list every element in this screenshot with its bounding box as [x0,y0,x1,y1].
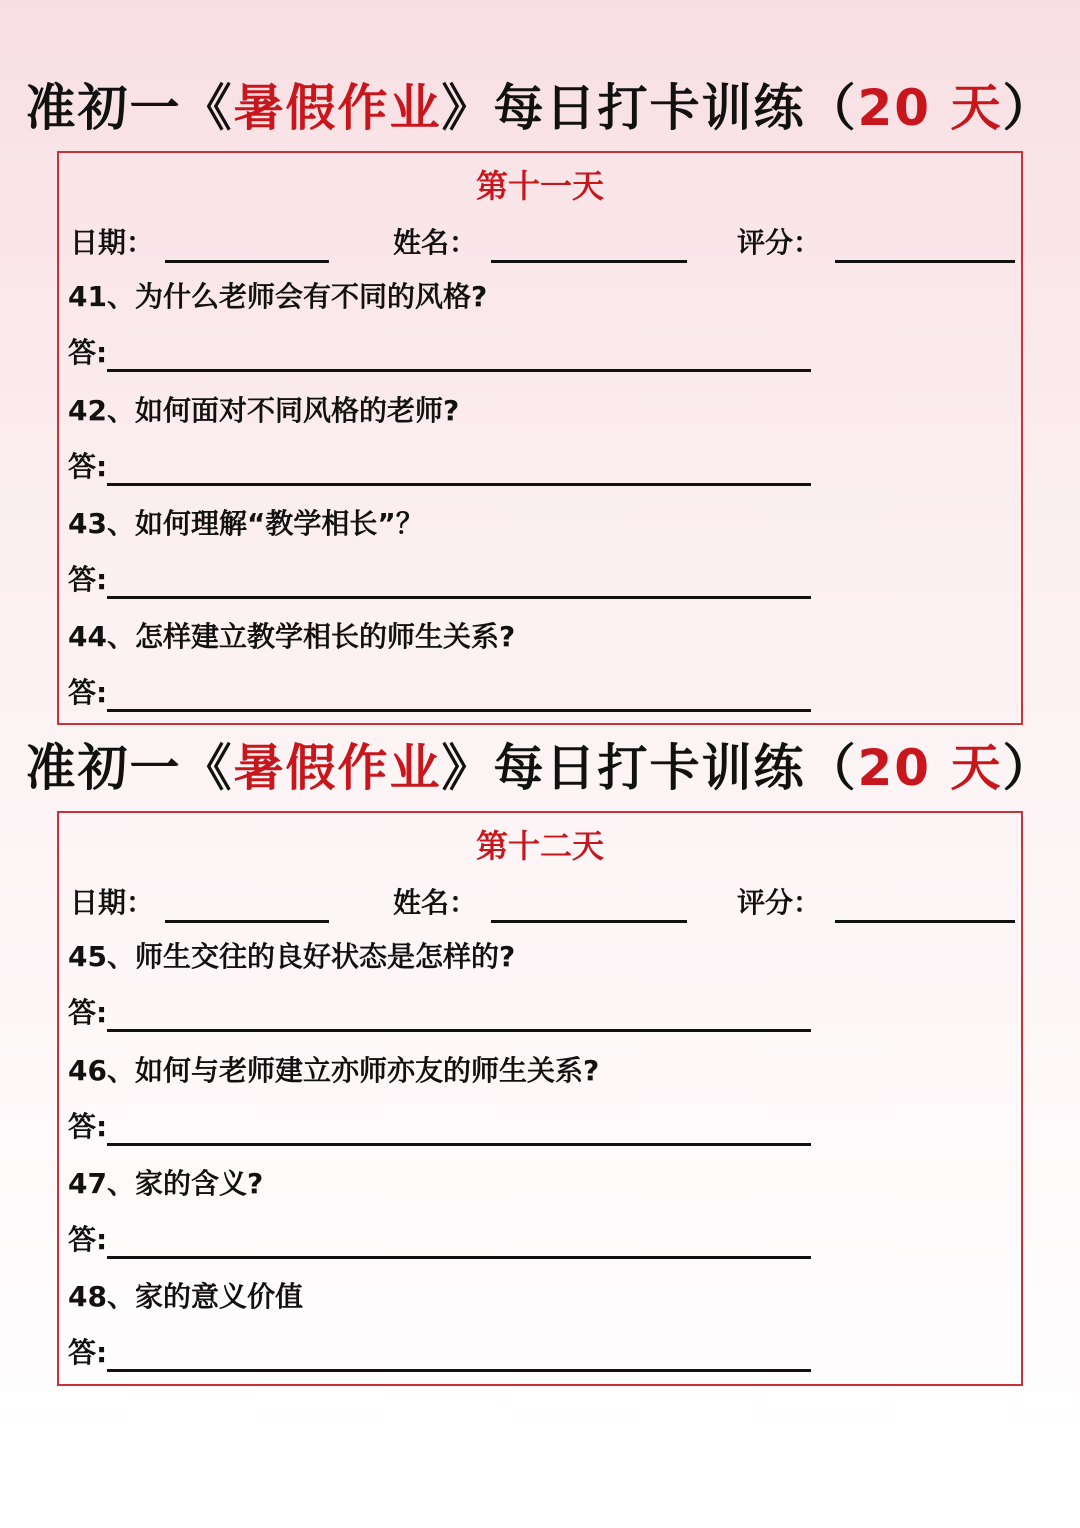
title-suffix: ） [1002,739,1055,797]
date-field[interactable] [165,920,329,923]
answer-field[interactable] [107,369,811,372]
question: 45、师生交往的良好状态是怎样的? [68,940,516,973]
answer-label: 答: [68,450,108,483]
title-middle: 》每日打卡训练（ [441,79,858,137]
title-highlight: 暑假作业 [233,79,442,137]
question: 46、如何与老师建立亦师亦友的师生关系? [68,1054,600,1087]
question: 41、为什么老师会有不同的风格? [68,280,488,313]
worksheet-title [0,728,1080,808]
answer-field[interactable] [107,483,811,486]
answer-field[interactable] [107,1256,811,1259]
day-label: 第十一天 [475,167,604,205]
score-field[interactable] [835,920,1015,923]
worksheet-title [0,68,1080,148]
answer-label: 答: [68,1223,108,1256]
title-prefix: 准初一《 [25,739,234,797]
name-label: 姓名： [393,226,478,259]
answer-field[interactable] [107,709,811,712]
day-label: 第十二天 [475,827,604,865]
date-field[interactable] [165,260,329,263]
answer-field[interactable] [107,1143,811,1146]
day-card [57,811,1023,1386]
question: 47、家的含义? [68,1167,264,1200]
title-middle: 》每日打卡训练（ [441,739,858,797]
info-row [59,221,1021,265]
title-highlight: 暑假作业 [233,739,442,797]
answer-field[interactable] [107,1369,811,1372]
name-label: 姓名： [393,886,478,919]
question: 42、如何面对不同风格的老师? [68,394,460,427]
name-field[interactable] [491,260,687,263]
answer-label: 答: [68,676,108,709]
answer-label: 答: [68,1110,108,1143]
answer-label: 答: [68,996,108,1029]
question: 43、如何理解“教学相长”？ [68,507,424,540]
answer-field[interactable] [107,1029,811,1032]
title-days: 20 天 [857,79,1003,137]
day-card [57,151,1023,725]
answer-field[interactable] [107,596,811,599]
date-label: 日期： [70,886,155,919]
name-field[interactable] [491,920,687,923]
answer-label: 答: [68,1336,108,1369]
question: 44、怎样建立教学相长的师生关系? [68,620,516,653]
date-label: 日期： [70,226,155,259]
title-suffix: ） [1002,79,1055,137]
title-days: 20 天 [857,739,1003,797]
answer-label: 答: [68,336,108,369]
info-row [59,881,1021,925]
score-field[interactable] [835,260,1015,263]
title-prefix: 准初一《 [25,79,234,137]
question: 48、家的意义价值 [68,1280,303,1313]
answer-label: 答: [68,563,108,596]
score-label: 评分： [737,226,822,259]
score-label: 评分： [737,886,822,919]
